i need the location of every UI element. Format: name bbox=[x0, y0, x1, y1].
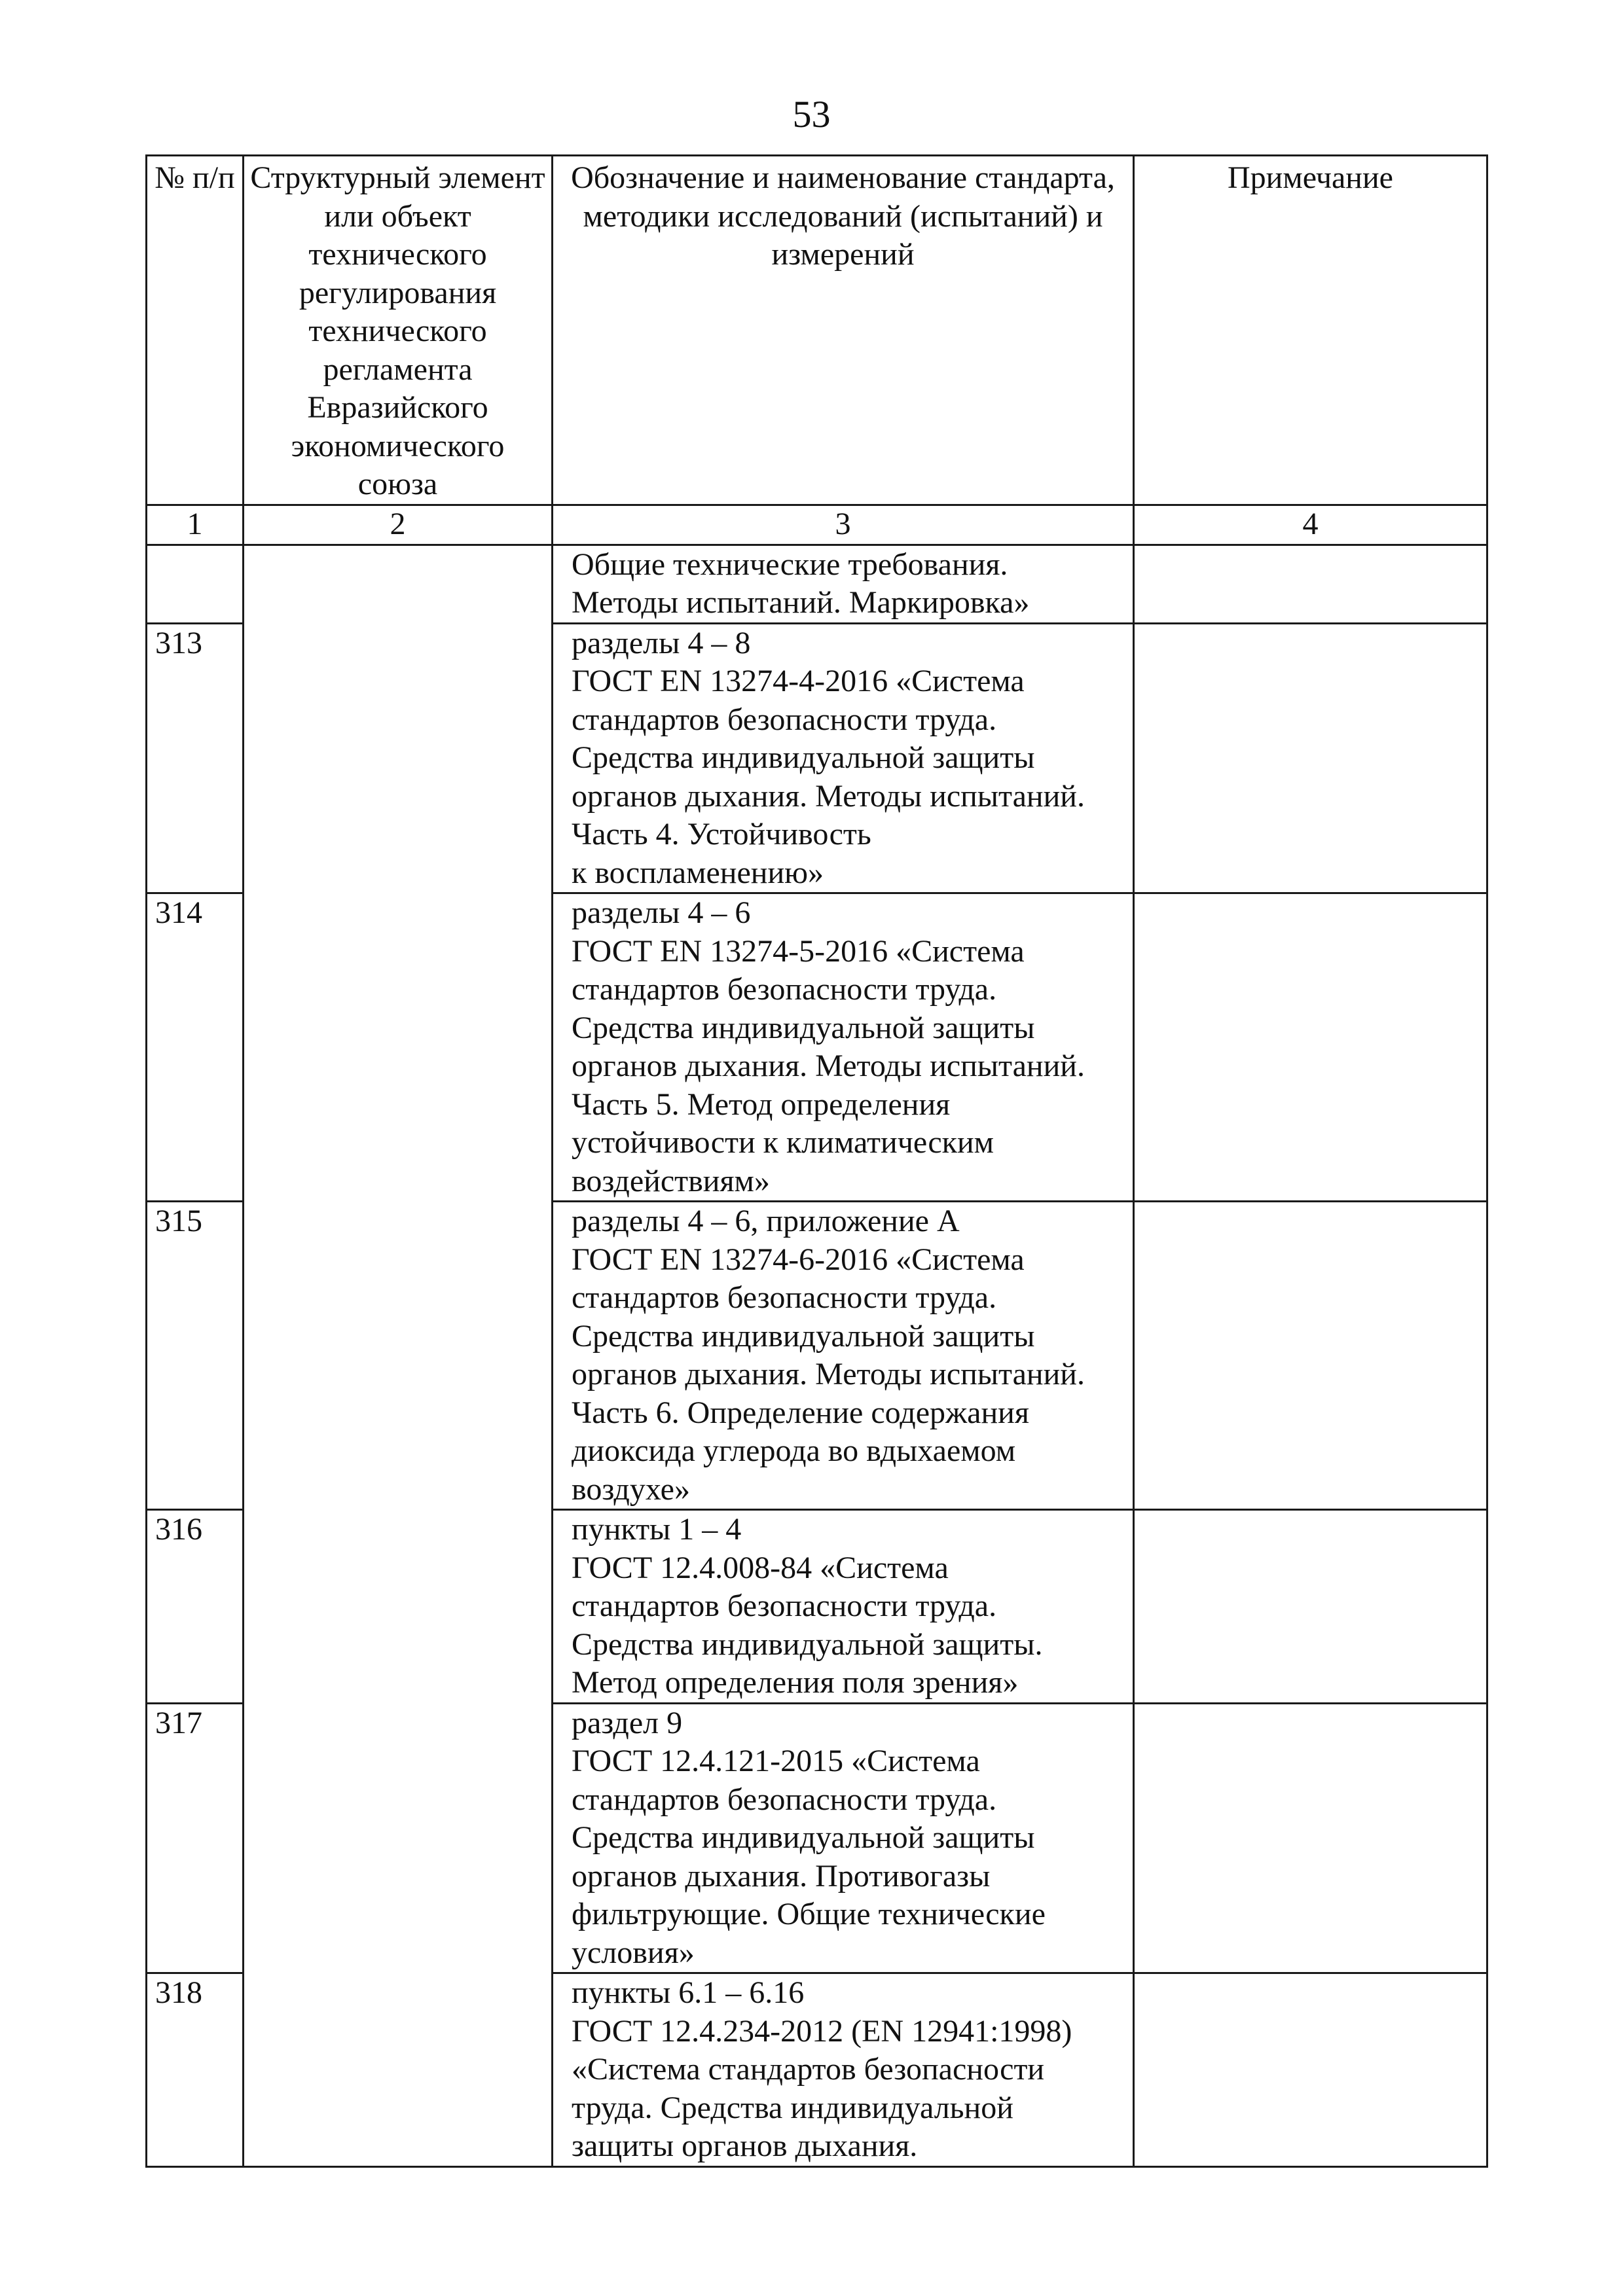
standard-text-line: Методы испытаний. Маркировка» bbox=[572, 585, 1030, 620]
row-number: 315 bbox=[147, 1202, 244, 1510]
standard-text-line: раздел 9 bbox=[572, 1705, 683, 1740]
note-cell bbox=[1134, 623, 1487, 893]
standard-text-line: стандартов безопасности труда. bbox=[572, 1782, 997, 1817]
note-cell bbox=[1134, 1202, 1487, 1510]
standard-text-line: Средства индивидуальной защиты. bbox=[572, 1626, 1043, 1662]
standard-text-line: диоксида углерода во вдыхаемом bbox=[572, 1433, 1016, 1468]
standard-text-line: ГОСТ EN 13274-5-2016 «Система bbox=[572, 933, 1025, 969]
header-standard: Обозначение и наименование стандарта, методики исследований (испытаний) и измерений bbox=[553, 156, 1134, 505]
page-number: 53 bbox=[792, 93, 831, 135]
header-note: Примечание bbox=[1134, 156, 1487, 505]
row-number: 316 bbox=[147, 1510, 244, 1704]
standard-text-line: Часть 4. Устойчивость bbox=[572, 817, 871, 852]
standard-text-line: Часть 6. Определение содержания bbox=[572, 1395, 1029, 1430]
standard-text-line: труда. Средства индивидуальной bbox=[572, 2090, 1013, 2125]
row-number: 314 bbox=[147, 893, 244, 1202]
standard-text-line: стандартов безопасности труда. bbox=[572, 1588, 997, 1623]
standards-table bbox=[145, 154, 1488, 2168]
note-cell bbox=[1134, 1703, 1487, 1973]
standard-text-line: ГОСТ 12.4.234-2012 (EN 12941:1998) bbox=[572, 2013, 1072, 2049]
row-number bbox=[147, 545, 244, 623]
standard-cell bbox=[553, 1202, 1134, 1510]
standard-text-line: фильтрующие. Общие технические bbox=[572, 1897, 1046, 1931]
standard-text-line: ГОСТ 12.4.121-2015 «Система bbox=[572, 1744, 980, 1778]
header-number: № п/п bbox=[147, 156, 244, 505]
standard-text-line: устойчивости к климатическим bbox=[572, 1125, 994, 1160]
standard-text-line: Общие технические требования. bbox=[572, 547, 1008, 582]
standard-text-line: разделы 4 – 8 bbox=[572, 625, 751, 660]
standard-text-line: Часть 5. Метод определения bbox=[572, 1086, 951, 1122]
standard-text-line: к воспламенению» bbox=[572, 855, 824, 890]
standard-text-line: ГОСТ EN 13274-4-2016 «Система bbox=[572, 664, 1025, 698]
standard-text-line: воздухе» bbox=[572, 1471, 690, 1507]
standard-cell bbox=[553, 545, 1134, 623]
standard-text-line: органов дыхания. Методы испытаний. bbox=[572, 1049, 1085, 1083]
row-number: 313 bbox=[147, 623, 244, 893]
standard-text-line: условия» bbox=[572, 1935, 695, 1970]
structural-element-cell bbox=[244, 545, 553, 2166]
standard-cell bbox=[553, 1510, 1134, 1704]
note-cell bbox=[1134, 893, 1487, 1202]
standard-text-line: ГОСТ 12.4.008-84 «Система bbox=[572, 1550, 949, 1585]
standard-text-line: стандартов безопасности труда. bbox=[572, 972, 997, 1007]
standard-text-line: разделы 4 – 6 bbox=[572, 895, 751, 930]
column-number: 1 bbox=[147, 505, 244, 545]
standard-cell bbox=[553, 623, 1134, 893]
standard-text-line: стандартов безопасности труда. bbox=[572, 1280, 997, 1315]
standard-cell bbox=[553, 1703, 1134, 1973]
standard-text-line: пункты 1 – 4 bbox=[572, 1512, 742, 1547]
standard-text-line: Средства индивидуальной защиты bbox=[572, 1318, 1035, 1354]
column-number-row bbox=[147, 505, 1487, 545]
standard-text-line: Средства индивидуальной защиты bbox=[572, 740, 1035, 775]
standard-text-line: ГОСТ EN 13274-6-2016 «Система bbox=[572, 1242, 1025, 1277]
standard-cell bbox=[553, 893, 1134, 1202]
standard-text-line: Средства индивидуальной защиты bbox=[572, 1820, 1035, 1855]
standard-text-line: пункты 6.1 – 6.16 bbox=[572, 1975, 805, 2010]
column-number: 4 bbox=[1134, 505, 1487, 545]
row-number: 317 bbox=[147, 1703, 244, 1973]
note-cell bbox=[1134, 1510, 1487, 1704]
header-structural-element: Структурный элемент или объект технического регулирования технического регламента Евразийского экономического союза bbox=[244, 156, 553, 505]
standard-text-line: воздействиям» bbox=[572, 1163, 770, 1198]
column-number: 2 bbox=[244, 505, 553, 545]
standard-text-line: защиты органов дыхания. bbox=[572, 2128, 918, 2163]
standard-text-line: «Система стандартов безопасности bbox=[572, 2052, 1045, 2087]
note-cell bbox=[1134, 1973, 1487, 2167]
standard-text-line: стандартов безопасности труда. bbox=[572, 702, 997, 737]
table-row bbox=[147, 545, 1487, 623]
row-number: 318 bbox=[147, 1973, 244, 2167]
standard-text-line: органов дыхания. Методы испытаний. bbox=[572, 778, 1085, 814]
standard-text-line: органов дыхания. Противогазы bbox=[572, 1858, 991, 1893]
standard-text-line: Метод определения поля зрения» bbox=[572, 1665, 1019, 1700]
standard-cell bbox=[553, 1973, 1134, 2167]
note-cell bbox=[1134, 545, 1487, 623]
column-number: 3 bbox=[553, 505, 1134, 545]
standard-text-line: разделы 4 – 6, приложение А bbox=[572, 1204, 960, 1238]
standard-text-line: органов дыхания. Методы испытаний. bbox=[572, 1357, 1085, 1391]
table-header-row bbox=[147, 156, 1487, 505]
standard-text-line: Средства индивидуальной защиты bbox=[572, 1010, 1035, 1045]
